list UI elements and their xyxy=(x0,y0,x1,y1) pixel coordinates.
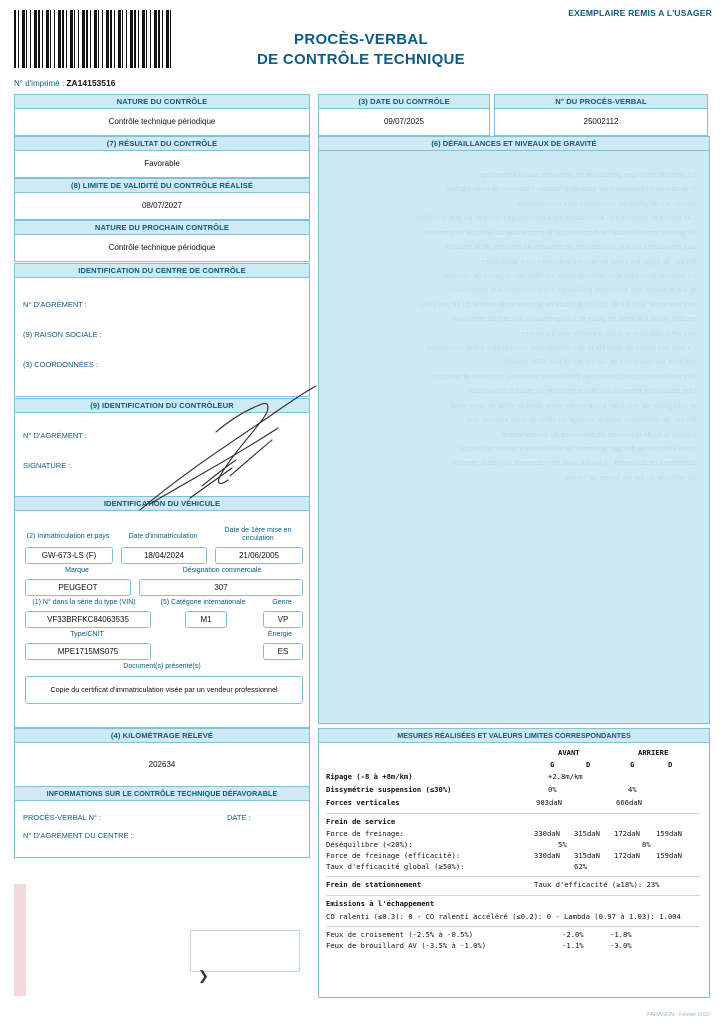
frein-stationnement-title: Frein de stationnement xyxy=(326,880,422,889)
documents-label: Document(s) présenté(s) xyxy=(123,663,201,670)
controleur-agrement-label: N° D'AGRÉMENT : xyxy=(23,431,87,440)
designation-value: 307 xyxy=(139,579,303,596)
immat-value: GW-673-LS (F) xyxy=(25,547,113,564)
categorie-value: M1 xyxy=(185,611,227,628)
vehicule-title: IDENTIFICATION DU VÉHICULE xyxy=(14,496,310,511)
emissions-text: CO ralenti (≤0.3): 0 - CO ralenti accéléré (≤0.2): 0 - Lambda (0.97 à 1.03): 1.004 xyxy=(326,912,681,921)
documents-value: Copie du certificat d'immatriculation visée par un vendeur professionnel xyxy=(25,676,303,704)
prochain-value: Contrôle technique périodique xyxy=(14,235,310,262)
num-pv-value: 25002112 xyxy=(494,109,708,136)
kilometrage-block xyxy=(14,728,310,788)
centre-block xyxy=(14,263,310,397)
centre-fields xyxy=(14,278,310,397)
defavorable-pv-label: PROCÈS-VERBAL N° : xyxy=(23,813,102,822)
ghost-line: Les défaillances sont classées en défaillances mineures, majeures et critiques. xyxy=(430,371,696,381)
forces-verticales-arriere: 666daN xyxy=(616,798,642,807)
dissymetrie-arriere: 4% xyxy=(628,785,637,794)
centre-raison-label: (9) RAISON SOCIALE : xyxy=(23,330,102,339)
date-controle-block xyxy=(318,94,490,136)
desequilibre-arriere: 8% xyxy=(642,840,651,849)
ghost-line: Le contrôle technique d'un véhicule porte sur l'état des organes de sécurité xyxy=(444,270,696,280)
date-immat-label: Date d'immatriculation xyxy=(128,533,198,540)
type-cnit-value: MPE1715MS075 xyxy=(25,643,151,660)
feux-brouillard-g: -1.1% xyxy=(562,941,584,950)
ghost-line: des véhicules dont le poids n'excède pas 3,5 tonnes. xyxy=(518,328,696,338)
force-freinage-ad: 315daN xyxy=(574,829,600,838)
force-freinage-ag: 330daN xyxy=(534,829,560,838)
resultat-value: Favorable xyxy=(14,151,310,178)
ghost-line: est fixée par l'annexe I de l'arrêté du 18 juin 1991 modifié. xyxy=(501,357,696,367)
frein-service-title: Frein de service xyxy=(326,817,396,826)
nature-controle-value: Contrôle technique périodique xyxy=(14,109,310,136)
feux-brouillard-d: -3.0% xyxy=(610,941,632,950)
genre-value: VP xyxy=(263,611,303,628)
dissymetrie-label: Dissymétrie suspension (≤30%) xyxy=(326,785,452,794)
controleur-block xyxy=(14,398,310,506)
ripage-value: +2.8m/km xyxy=(548,772,583,781)
ghost-line: et l'obligation de procéder à une contre-visite dans un délai de deux mois. xyxy=(448,400,696,410)
marque-label: Marque xyxy=(65,567,89,574)
forces-verticales-avant: 903daN xyxy=(536,798,562,807)
type-cnit-label: Type/CNIT xyxy=(70,631,104,638)
ghost-line: Seules les défaillances constatées sont mentionnées. xyxy=(515,198,696,208)
stub-box xyxy=(190,930,300,972)
ghost-line: Il ne saurait en conséquence garantir à l'usager l'absence de vices cachés. xyxy=(444,184,696,194)
date-mise-label: Date de 1ère mise en circulation xyxy=(224,527,292,543)
feux-brouillard-label: Feux de brouillard AV (-3.5% à -1.0%) xyxy=(326,941,487,950)
vin-label: (1) N° dans la série du type (VIN) xyxy=(32,599,136,606)
ghost-line: du véhicule ou par les forces de l'ordre. xyxy=(563,472,696,482)
force-freinage-eff-ag: 330daN xyxy=(534,851,560,860)
feux-croisement-d: -1.8% xyxy=(610,930,632,939)
centre-title: IDENTIFICATION DU CENTRE DE CONTRÔLE xyxy=(14,263,310,278)
marque-value: PEUGEOT xyxy=(25,579,131,596)
imprime-number xyxy=(14,78,115,88)
force-freinage-eff-label: Force de freinage (efficacité): xyxy=(326,851,461,860)
defavorable-block xyxy=(14,786,310,858)
page-title xyxy=(0,30,722,71)
ghost-line: Le présent procès-verbal ne dispense pas le propriétaire du véhicule de procéder xyxy=(422,227,696,237)
desequilibre-label: Déséquilibre (<20%): xyxy=(326,840,413,849)
ghost-line: jusqu'à la fin de la journée de délivrance du procès-verbal. xyxy=(499,429,696,439)
print-footer: PARAGON - Février 2022 xyxy=(647,1012,710,1018)
imprime-label: N° d'imprimé : xyxy=(14,79,65,88)
prochain-block xyxy=(14,220,310,262)
taux-global-value: 62% xyxy=(574,862,587,871)
force-freinage-eff-rd: 159daN xyxy=(656,851,682,860)
ghost-line: En cas de défaillance critique, l'usage du véhicule n'est autorisé que xyxy=(466,415,696,425)
vin-value: VF33BRFKC84063535 xyxy=(25,611,151,628)
ghost-line: aux réparations ou aux vérifications nécessaires au maintien de la sécurité. xyxy=(443,242,696,252)
validite-block xyxy=(14,178,310,220)
force-freinage-label: Force de freinage: xyxy=(326,829,404,838)
ghost-line: Votre véhicule ne doit pas présenter de défaillance majeure ou critique. xyxy=(457,444,696,454)
chevron-right-icon: ❯ xyxy=(198,968,209,983)
page-title-line2: DE CONTRÔLE TECHNIQUE xyxy=(257,51,465,69)
immat-label: (2) Immatriculation et pays xyxy=(26,533,110,540)
feux-croisement-g: -2.0% xyxy=(562,930,584,939)
controleur-signature-label: SIGNATURE : xyxy=(23,461,71,470)
ghost-line: Conservez ce document : il pourra vous être demandé lors de la revente xyxy=(452,458,696,468)
designation-label: Désignation commerciale xyxy=(182,567,262,574)
resultat-title: (7) RÉSULTAT DU CONTRÔLE xyxy=(14,136,310,151)
energie-label: Énergie xyxy=(267,631,293,638)
nature-controle-block xyxy=(14,94,310,136)
ghost-line: Les pièces et organes non accessibles sans démontage n'ont pas pu être contrôlés. xyxy=(413,213,696,223)
imprime-value: ZA14153516 xyxy=(66,78,116,88)
defaillances-ghost-text xyxy=(330,168,696,485)
controleur-fields xyxy=(14,413,310,506)
ghost-line: La liste des points de contrôle et des défaillances susceptibles d'être constatées xyxy=(426,343,696,353)
dissymetrie-avant: 0% xyxy=(548,785,557,794)
vehicule-fields xyxy=(14,511,310,728)
ripage-label: Ripage (-8 à +8m/km) xyxy=(326,772,413,781)
col-arriere: ARRIERE xyxy=(638,748,669,757)
num-pv-block xyxy=(494,94,708,136)
col-d-avant: D xyxy=(586,760,591,769)
nature-controle-title: NATURE DU CONTRÔLE xyxy=(14,94,310,109)
kilometrage-value: 202634 xyxy=(14,743,310,788)
forces-verticales-label: Forces verticales xyxy=(326,798,400,807)
ghost-line: Le contrôle technique périodique ne comporte aucun démontage. xyxy=(476,170,696,179)
energie-value: ES xyxy=(263,643,303,660)
mesures-title: MESURES RÉALISÉES ET VALEURS LIMITES CORRESPONDANTES xyxy=(318,728,710,743)
centre-agrement-label: N° D'AGRÉMENT : xyxy=(23,300,87,309)
date-mise-value: 21/06/2005 xyxy=(215,547,303,564)
kilometrage-title: (4) KILOMÉTRAGE RELEVÉ xyxy=(14,728,310,743)
frein-stationnement-value: Taux d'efficacité (≥18%): 23% xyxy=(534,880,660,889)
exemplaire-notice: EXEMPLAIRE REMIS A L'USAGER xyxy=(568,8,712,18)
prochain-title: NATURE DU PROCHAIN CONTRÔLE xyxy=(14,220,310,235)
col-g-arriere: G xyxy=(630,760,635,769)
force-freinage-rg: 172daN xyxy=(614,829,640,838)
feux-croisement-label: Feux de croisement (-2.5% à -0.5%) xyxy=(326,930,474,939)
categorie-label: (5) Catégorie internationale xyxy=(160,599,246,606)
controleur-title: (9) IDENTIFICATION DU CONTRÔLEUR xyxy=(14,398,310,413)
ghost-line: des articles R. 323-1 à R. 323-26 du code de la route et de l'arrêté du 18 juin 1991 xyxy=(419,299,696,309)
ghost-line: Une défaillance majeure ou critique entraîne un résultat défavorable xyxy=(467,386,696,396)
ghost-line: et sur le niveau des émissions polluantes, conformément aux dispositions xyxy=(448,285,696,295)
ghost-line: En cas de litige, les voies de recours ordinaires sont applicables. xyxy=(478,256,696,266)
vehicule-block xyxy=(14,496,310,728)
centre-coordonnees-label: (3) COORDONNÉES : xyxy=(23,360,99,369)
page-title-line1: PROCÈS-VERBAL xyxy=(294,31,428,48)
resultat-block xyxy=(14,136,310,178)
mesures-body xyxy=(326,748,704,952)
force-freinage-eff-ad: 315daN xyxy=(574,851,600,860)
num-pv-title: N° DU PROCÈS-VERBAL xyxy=(494,94,708,109)
defavorable-fields xyxy=(14,801,310,858)
validite-value: 08/07/2027 xyxy=(14,193,310,220)
col-d-arriere: D xyxy=(668,760,673,769)
validite-title: (8) LIMITE DE VALIDITÉ DU CONTRÔLE RÉALISÉ xyxy=(14,178,310,193)
force-freinage-rd: 159daN xyxy=(656,829,682,838)
defavorable-date-label: DATE : xyxy=(227,813,251,822)
defaillances-title: (6) DÉFAILLANCES ET NIVEAUX DE GRAVITÉ xyxy=(318,136,710,151)
stub-stripe xyxy=(14,884,26,996)
genre-label: Genre xyxy=(272,599,292,606)
col-avant: AVANT xyxy=(558,748,580,757)
desequilibre-avant: 5% xyxy=(558,840,567,849)
defavorable-agrement-label: N° D'AGRÉMENT DU CENTRE : xyxy=(23,831,133,840)
date-controle-title: (3) DATE DU CONTRÔLE xyxy=(318,94,490,109)
date-immat-value: 18/04/2024 xyxy=(121,547,207,564)
force-freinage-eff-rg: 172daN xyxy=(614,851,640,860)
date-controle-value: 09/07/2025 xyxy=(318,109,490,136)
defavorable-title: INFORMATIONS SUR LE CONTRÔLE TECHNIQUE DÉFAVORABLE xyxy=(14,786,310,801)
col-g-avant: G xyxy=(550,760,555,769)
taux-global-label: Taux d'efficacité global (≥50%): xyxy=(326,862,465,871)
ghost-line: modifié relatif à la mise en place et à l'organisation du contrôle technique xyxy=(451,314,696,324)
emissions-title: Emissions à l'échappement xyxy=(326,899,435,908)
